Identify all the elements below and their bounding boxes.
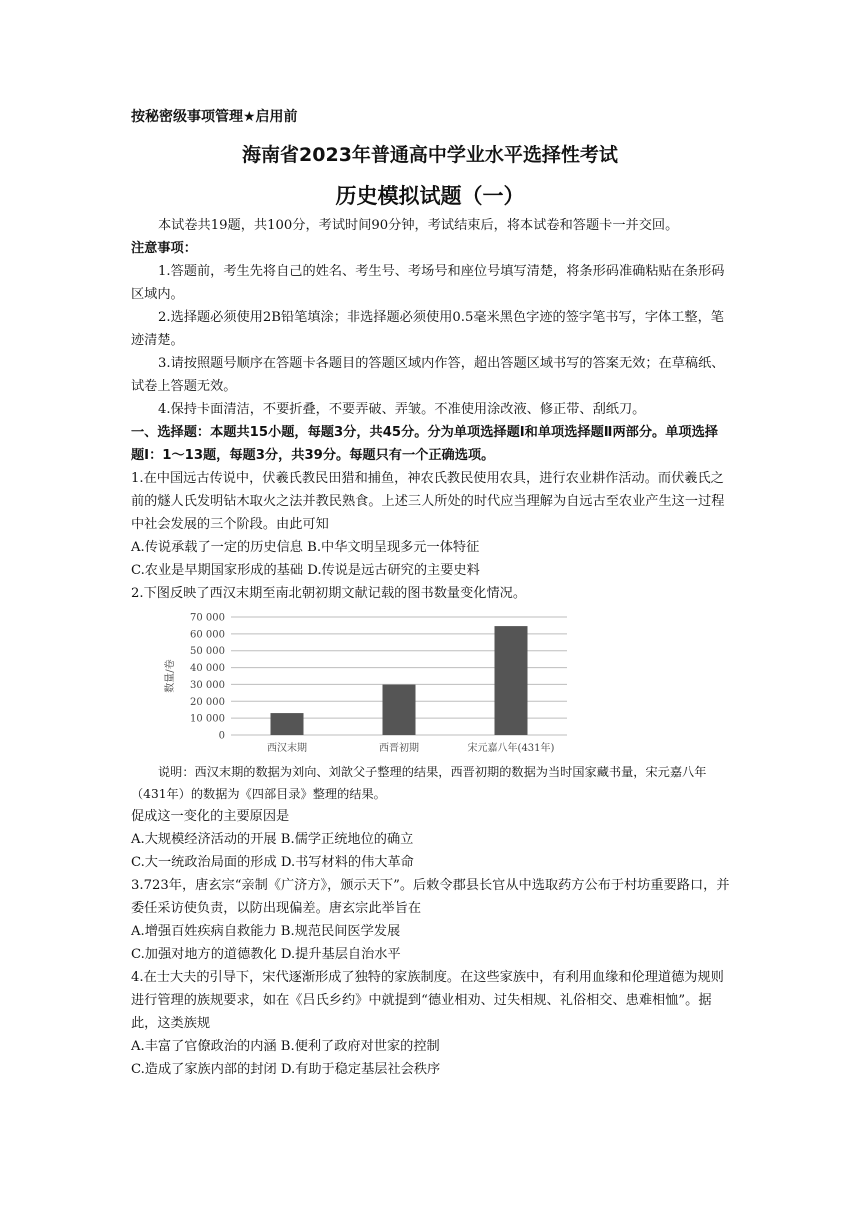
answer-options: A.丰富了官僚政治的内涵 B.便利了政府对世家的控制 (131, 1039, 440, 1054)
answer-options: A.增强百姓疾病自救能力 B.规范民间医学发展 (131, 924, 401, 939)
paper-title: 历史模拟试题（一） (335, 184, 525, 208)
y-tick-label: 40 000 (190, 663, 225, 675)
y-tick-label: 20 000 (190, 696, 225, 708)
section-heading: 一、选择题：本题共15小题，每题3分，共45分。分为单项选择题Ⅰ和单项选择题Ⅱ两部分。单项选择题Ⅰ：1～13题，每题3分，共39分。每题只有一个正确选项。 (131, 425, 718, 463)
question-stem: 3.723年，唐玄宗“亲制《广济方》，颁示天下”。后敕令郡县长官从中选取药方公布于村坊重要路口，并委任采访使负责，以防出现偏差。唐玄宗此举旨在 (131, 878, 730, 916)
answer-options: C.加强对地方的道德教化 D.提升基层自治水平 (131, 947, 401, 962)
x-category-label: 宋元嘉八年(431年) (467, 743, 555, 754)
y-tick-label: 70 000 (190, 612, 225, 624)
chart-note: 说明：西汉末期的数据为刘向、刘歆父子整理的结果，西晋初期的数据为当时国家藏书量，宋元嘉八年（431年）的数据为《四部目录》整理的结果。 (131, 765, 707, 801)
exam-body (131, 214, 731, 1081)
note-item: 4.保持卡面清洁，不要折叠，不要弄破、弄皱。不准使用涂改液、修正带、刮纸刀。 (158, 402, 646, 417)
note-item: 1.答题前，考生先将自己的姓名、考生号、考场号和座位号填写清楚，将条形码准确粘贴在条形码区域内。 (131, 264, 725, 302)
book-count-chart (131, 607, 731, 757)
y-axis-label: 数量/卷 (165, 659, 176, 693)
y-tick-label: 30 000 (190, 679, 225, 691)
bar (271, 713, 304, 735)
exam-title: 海南省2023年普通高中学业水平选择性考试 (242, 144, 618, 166)
answer-options: A.大规模经济活动的开展 B.儒学正统地位的确立 (131, 832, 414, 847)
y-tick-label: 10 000 (190, 713, 225, 725)
y-tick-label: 60 000 (190, 629, 225, 641)
question-stem: 1.在中国远古传说中，伏羲氏教民田猎和捕鱼，神农氏教民使用农具，进行农业耕作活动。而伏羲氏之前的燧人氏发明钻木取火之法并教民熟食。上述三人所处的时代应当理解为自远古至农业产生这一过程中社会发展的三个阶段。由此可知 (131, 471, 725, 532)
note-item: 3.请按照题号顺序在答题卡各题目的答题区域内作答，超出答题区域书写的答案无效；在草稿纸、试卷上答题无效。 (131, 356, 725, 394)
bar (495, 626, 528, 735)
notes-heading: 注意事项： (131, 241, 197, 256)
confidential-label: 按秘密级事项管理★启用前 (131, 109, 298, 125)
y-tick-label: 50 000 (190, 646, 225, 658)
y-tick-label: 0 (218, 730, 225, 742)
question-stem: 2.下图反映了西汉末期至南北朝初期文献记载的图书数量变化情况。 (131, 586, 527, 601)
answer-options: C.农业是早期国家形成的基础 D.传说是远古研究的主要史料 (131, 563, 480, 578)
question-prompt: 促成这一变化的主要原因是 (131, 809, 290, 824)
answer-options: A.传说承载了一定的历史信息 B.中华文明呈现多元一体特征 (131, 540, 480, 555)
answer-options: C.大一统政治局面的形成 D.书写材料的伟大革命 (131, 855, 414, 870)
bar-chart-svg (159, 607, 579, 757)
bar (383, 685, 416, 735)
question-stem: 4.在士大夫的引导下，宋代逐渐形成了独特的家族制度。在这些家族中，有利用血缘和伦理道德为规则进行管理的族规要求，如在《吕氏乡约》中就提到“德业相劝、过失相规、礼俗相交、患难相恤”。据此，这类族规 (131, 970, 724, 1031)
x-category-label: 西汉末期 (267, 743, 307, 754)
note-item: 2.选择题必须使用2B铅笔填涂；非选择题必须使用0.5毫米黑色字迹的签字笔书写，字体工整，笔迹清楚。 (131, 310, 724, 348)
x-category-label: 西晋初期 (379, 743, 419, 754)
answer-options: C.造成了家族内部的封闭 D.有助于稳定基层社会秩序 (131, 1062, 441, 1077)
intro-text: 本试卷共19题，共100分，考试时间90分钟，考试结束后，将本试卷和答题卡一并交回。 (158, 218, 679, 233)
